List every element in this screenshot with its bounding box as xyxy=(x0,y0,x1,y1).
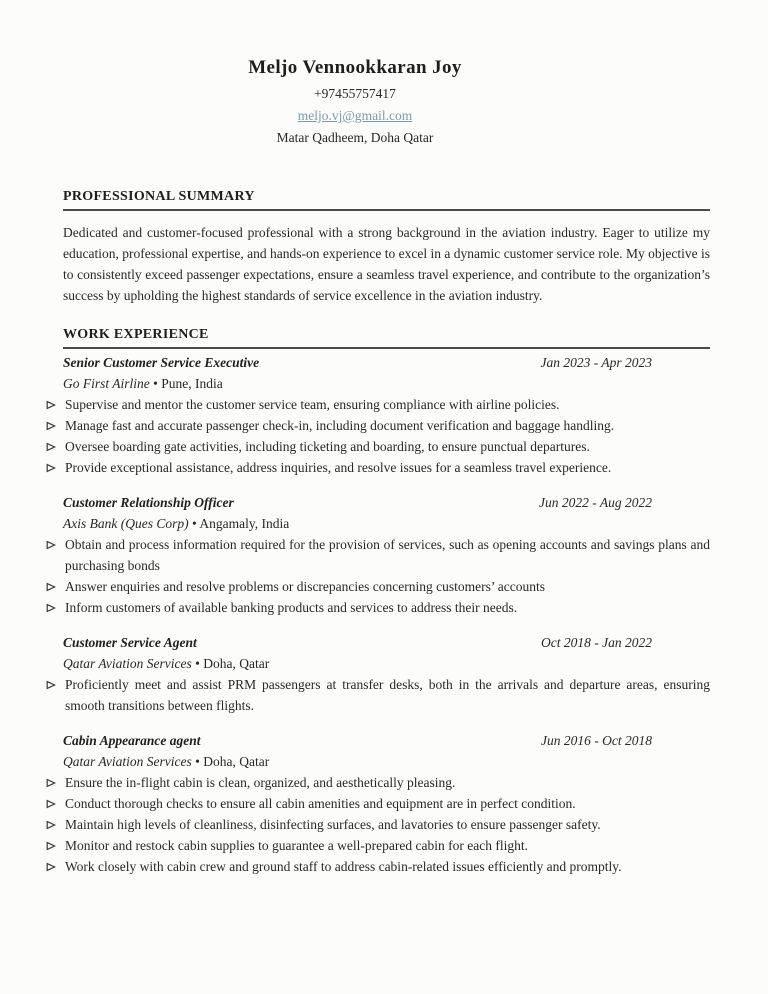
job-bullet-list xyxy=(63,534,710,618)
job-location: Pune, India xyxy=(161,376,223,391)
job-header-row xyxy=(63,730,710,751)
company-location-separator: • xyxy=(188,516,200,531)
email-link[interactable]: meljo.vj@gmail.com xyxy=(297,108,413,123)
job-bullet-text: Monitor and restock cabin supplies to guarantee a well-prepared cabin for each flight. xyxy=(65,838,528,853)
job-location: Angamaly, India xyxy=(199,516,290,531)
job-dates: Jan 2023 - Apr 2023 xyxy=(540,355,652,370)
resume-body xyxy=(63,188,710,877)
job-bullet-item xyxy=(63,457,710,478)
job-bullet-item xyxy=(63,597,710,618)
triangle-arrow-icon xyxy=(46,793,65,814)
job-entry xyxy=(63,352,710,478)
triangle-arrow-icon xyxy=(46,814,65,835)
job-bullet-text: Answer enquiries and resolve problems or discrepancies concerning customers’ accounts xyxy=(65,579,545,594)
job-bullet-text: Proficiently meet and assist PRM passengers at transfer desks, both in the arrivals and departure areas, ensuring smooth transitions between flights. xyxy=(65,677,710,713)
triangle-arrow-icon xyxy=(46,436,65,457)
job-role: Customer Service Agent xyxy=(63,635,197,650)
triangle-arrow-icon xyxy=(46,394,65,415)
company-location-separator: • xyxy=(191,754,204,769)
job-bullet-item xyxy=(63,394,710,415)
job-bullet-list xyxy=(63,394,710,478)
job-bullet-item xyxy=(63,576,710,597)
job-bullet-text: Obtain and process information required for the provision of services, such as opening accounts and savings plans and purchasing bonds xyxy=(65,537,710,573)
job-bullet-text: Maintain high levels of cleanliness, disinfecting surfaces, and lavatories to ensure passenger safety. xyxy=(65,817,601,832)
job-bullet-item xyxy=(63,835,710,856)
triangle-arrow-icon xyxy=(46,457,65,478)
person-name: Meljo Vennookkaran Joy xyxy=(248,57,462,78)
job-location: Doha, Qatar xyxy=(203,754,270,769)
job-header-row xyxy=(63,632,710,653)
phone-number: +97455757417 xyxy=(314,86,396,101)
experience-section xyxy=(63,326,710,877)
job-dates: Oct 2018 - Jan 2022 xyxy=(541,635,652,650)
job-company: Qatar Aviation Services xyxy=(63,754,192,769)
summary-section-title: PROFESSIONAL SUMMARY xyxy=(63,188,710,211)
job-role: Cabin Appearance agent xyxy=(63,733,201,748)
experience-section-title: WORK EXPERIENCE xyxy=(63,326,710,349)
job-company: Axis Bank (Ques Corp) xyxy=(63,516,189,531)
job-company-line xyxy=(63,751,710,772)
triangle-arrow-icon xyxy=(46,856,65,877)
summary-paragraph: Dedicated and customer-focused professional with a strong background in the aviation industry. Eager to utilize my education, professional expertise, and hands-on experience to excel in a dynamic customer service role. My objective is to consistently exceed passenger expectations, ensure a seamless travel experience, and contribute to the organization’s success by upholding the highest standards of service excellence in the aviation industry. xyxy=(63,225,710,303)
job-bullet-item xyxy=(63,534,710,576)
job-company: Qatar Aviation Services xyxy=(63,656,192,671)
triangle-arrow-icon xyxy=(46,772,65,793)
job-header-row xyxy=(63,492,710,513)
company-location-separator: • xyxy=(191,656,204,671)
job-bullet-text: Oversee boarding gate activities, including ticketing and boarding, to ensure punctual departures. xyxy=(65,439,590,454)
job-role: Customer Relationship Officer xyxy=(63,495,234,510)
job-dates: Jun 2016 - Oct 2018 xyxy=(541,733,652,748)
job-bullet-item xyxy=(63,814,710,835)
job-company: Go First Airline xyxy=(63,376,150,391)
job-entry xyxy=(63,492,710,618)
job-bullet-text: Work closely with cabin crew and ground staff to address cabin-related issues efficiently and promptly. xyxy=(65,859,622,874)
job-dates: Jun 2022 - Aug 2022 xyxy=(539,495,652,510)
triangle-arrow-icon xyxy=(46,835,65,856)
job-bullet-item xyxy=(63,436,710,457)
job-bullet-item xyxy=(63,772,710,793)
location-text: Matar Qadheem, Doha Qatar xyxy=(276,130,434,145)
job-bullet-item xyxy=(63,793,710,814)
job-company-line xyxy=(63,373,710,394)
job-bullet-text: Inform customers of available banking products and services to address their needs. xyxy=(65,600,518,615)
triangle-arrow-icon xyxy=(46,597,65,618)
job-location: Doha, Qatar xyxy=(203,656,270,671)
triangle-arrow-icon xyxy=(46,534,65,576)
job-bullet-text: Conduct thorough checks to ensure all cabin amenities and equipment are in perfect condition. xyxy=(65,796,576,811)
job-bullet-text: Supervise and mentor the customer service team, ensuring compliance with airline policies. xyxy=(65,397,560,412)
jobs-list xyxy=(63,352,710,877)
job-bullet-text: Manage fast and accurate passenger check-in, including document verification and baggage handling. xyxy=(65,418,615,433)
job-company-line xyxy=(63,653,710,674)
job-entry xyxy=(63,632,710,716)
triangle-arrow-icon xyxy=(46,576,65,597)
job-role: Senior Customer Service Executive xyxy=(63,355,260,370)
job-bullet-list xyxy=(63,674,710,716)
job-bullet-list xyxy=(63,772,710,877)
triangle-arrow-icon xyxy=(46,415,65,436)
summary-section xyxy=(63,188,710,306)
resume-header xyxy=(63,0,647,146)
company-location-separator: • xyxy=(149,376,162,391)
triangle-arrow-icon xyxy=(46,674,65,716)
job-bullet-text: Ensure the in-flight cabin is clean, organized, and aesthetically pleasing. xyxy=(65,775,456,790)
job-company-line xyxy=(63,513,710,534)
job-bullet-item xyxy=(63,674,710,716)
job-bullet-item xyxy=(63,856,710,877)
job-header-row xyxy=(63,352,710,373)
job-bullet-text: Provide exceptional assistance, address inquiries, and resolve issues for a seamless travel experience. xyxy=(65,460,612,475)
job-entry xyxy=(63,730,710,877)
job-bullet-item xyxy=(63,415,710,436)
